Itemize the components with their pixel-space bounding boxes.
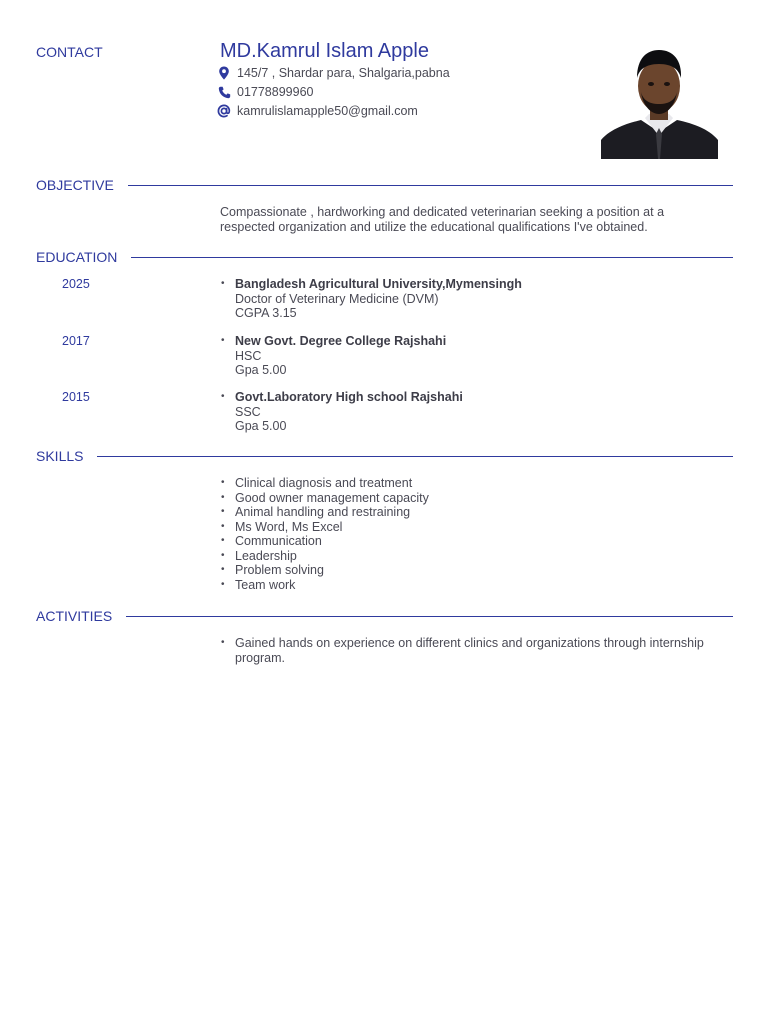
section-divider: [131, 257, 733, 258]
skill-text: Good owner management capacity: [235, 490, 429, 505]
profile-photo: [601, 48, 718, 159]
skill-text: Ms Word, Ms Excel: [235, 519, 343, 534]
bullet: •: [221, 278, 225, 289]
objective-title: OBJECTIVE: [36, 177, 114, 193]
list-item: [221, 534, 721, 549]
bullet: •: [221, 335, 225, 346]
list-item: [221, 636, 721, 665]
activities-list: [221, 636, 721, 665]
bullet: •: [221, 477, 225, 488]
degree: SSC: [235, 404, 261, 419]
skill-text: Leadership: [235, 548, 297, 563]
education-section-header: [36, 248, 733, 266]
list-item: [221, 491, 721, 506]
email-text: kamrulislamapple50@gmail.com: [237, 104, 418, 118]
bullet: •: [221, 491, 225, 503]
activities-title: ACTIVITIES: [36, 608, 113, 624]
education-title: EDUCATION: [36, 249, 118, 265]
skill-text: Team work: [235, 577, 296, 592]
education-entry: [221, 334, 721, 378]
list-item: [221, 578, 721, 593]
bullet: •: [221, 564, 225, 575]
objective-text: Compassionate , hardworking and dedicated veterinarian seeking a position at a respected organization and utilize the educational qualifications I've obtained.: [220, 205, 665, 234]
activities-section-header: [36, 607, 733, 625]
list-item: [221, 476, 721, 491]
bullet: •: [221, 520, 225, 532]
bullet: •: [221, 637, 225, 648]
bullet: •: [221, 506, 225, 517]
section-divider: [97, 456, 733, 457]
list-item: [221, 505, 721, 520]
skill-text: Problem solving: [235, 563, 324, 577]
grade: Gpa 5.00: [235, 363, 287, 377]
education-entry: [221, 277, 721, 321]
skills-section-header: [36, 447, 733, 465]
phone-icon: [217, 85, 231, 99]
education-year: 2015: [62, 390, 90, 404]
degree: Doctor of Veterinary Medicine (DVM): [235, 291, 439, 306]
bullet: •: [221, 391, 225, 402]
skill-text: Clinical diagnosis and treatment: [235, 476, 413, 490]
section-divider: [126, 616, 733, 617]
at-sign-icon: [217, 104, 231, 118]
school-name: New Govt. Degree College Rajshahi: [235, 334, 447, 348]
phone-text: 01778899960: [237, 85, 314, 99]
candidate-name: MD.Kamrul Islam Apple: [220, 40, 429, 62]
grade: CGPA 3.15: [235, 306, 297, 320]
activity-text: Gained hands on experience on different clinics and organizations through internship program.: [235, 636, 704, 665]
bullet: •: [221, 578, 225, 590]
list-item: [221, 549, 721, 564]
address-line: [217, 65, 450, 81]
section-divider: [128, 185, 733, 186]
address-text: 145/7 , Shardar para, Shalgaria,pabna: [237, 66, 450, 80]
list-item: [221, 520, 721, 535]
email-line: [217, 103, 418, 119]
skill-text: Communication: [235, 534, 322, 548]
skill-text: Animal handling and restraining: [235, 505, 411, 519]
bullet: •: [221, 535, 225, 546]
education-year: 2025: [62, 277, 90, 291]
skills-title: SKILLS: [36, 448, 84, 464]
grade: Gpa 5.00: [235, 419, 287, 433]
bullet: •: [221, 549, 225, 561]
skills-list: [221, 476, 721, 592]
phone-line: [217, 84, 313, 100]
degree: HSC: [235, 348, 262, 363]
school-name: Govt.Laboratory High school Rajshahi: [235, 390, 463, 404]
list-item: [221, 563, 721, 578]
contact-heading: CONTACT: [36, 44, 103, 60]
objective-section-header: [36, 176, 733, 194]
education-year: 2017: [62, 334, 90, 348]
education-entry: [221, 390, 721, 434]
location-pin-icon: [217, 66, 231, 80]
school-name: Bangladesh Agricultural University,Mymensingh: [235, 277, 522, 291]
